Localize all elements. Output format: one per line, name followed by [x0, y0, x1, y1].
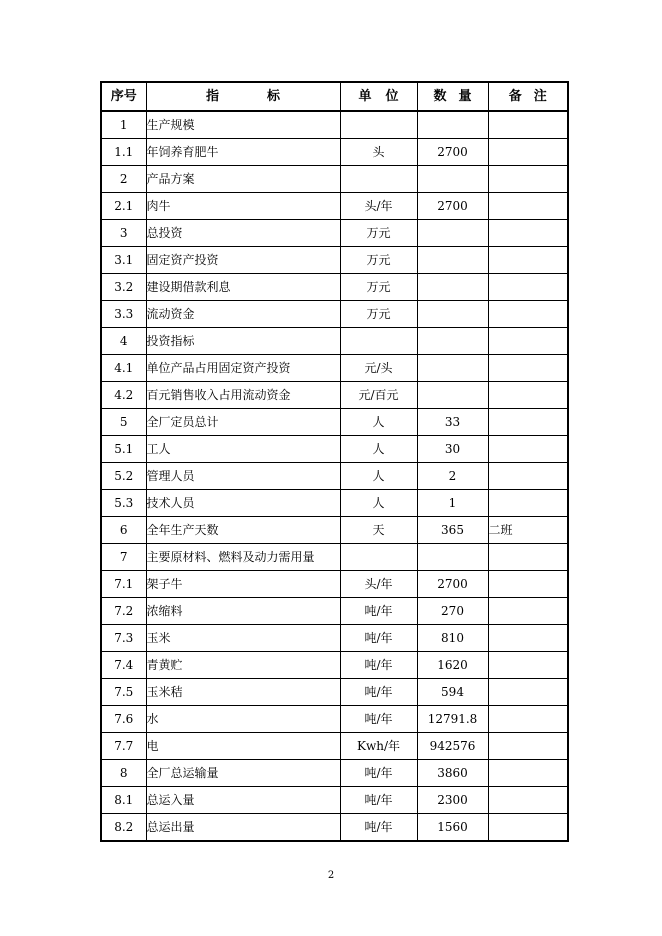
header-unit: 单 位 — [340, 82, 417, 111]
unit-cell: 元/头 — [340, 355, 417, 382]
indicator-cell: 工人 — [146, 436, 340, 463]
row-number-cell: 3 — [101, 220, 146, 247]
remarks-cell — [488, 490, 568, 517]
remarks-cell — [488, 652, 568, 679]
indicator-cell: 青黄贮 — [146, 652, 340, 679]
indicator-cell: 全年生产天数 — [146, 517, 340, 544]
row-number-cell: 7.5 — [101, 679, 146, 706]
quantity-cell: 365 — [417, 517, 488, 544]
row-number-cell: 2.1 — [101, 193, 146, 220]
unit-cell: 人 — [340, 436, 417, 463]
remarks-cell — [488, 679, 568, 706]
unit-cell: 吨/年 — [340, 706, 417, 733]
row-number-cell: 1.1 — [101, 139, 146, 166]
quantity-cell — [417, 247, 488, 274]
unit-cell: 天 — [340, 517, 417, 544]
indicator-cell: 投资指标 — [146, 328, 340, 355]
table-row — [101, 733, 568, 760]
remarks-cell — [488, 328, 568, 355]
quantity-cell: 2 — [417, 463, 488, 490]
quantity-cell — [417, 111, 488, 139]
indicator-cell: 建设期借款利息 — [146, 274, 340, 301]
unit-cell: 元/百元 — [340, 382, 417, 409]
quantity-cell — [417, 301, 488, 328]
table-row — [101, 760, 568, 787]
indicator-cell: 生产规模 — [146, 111, 340, 139]
unit-cell — [340, 328, 417, 355]
remarks-cell — [488, 571, 568, 598]
remarks-cell — [488, 625, 568, 652]
indicator-cell: 产品方案 — [146, 166, 340, 193]
unit-cell: 吨/年 — [340, 598, 417, 625]
row-number-cell: 4 — [101, 328, 146, 355]
unit-cell: 人 — [340, 490, 417, 517]
quantity-cell: 30 — [417, 436, 488, 463]
table-row — [101, 409, 568, 436]
quantity-cell: 1620 — [417, 652, 488, 679]
row-number-cell: 6 — [101, 517, 146, 544]
unit-cell: 吨/年 — [340, 679, 417, 706]
header-quantity: 数 量 — [417, 82, 488, 111]
row-number-cell: 3.1 — [101, 247, 146, 274]
quantity-cell — [417, 355, 488, 382]
table-row — [101, 814, 568, 842]
table-row — [101, 382, 568, 409]
indicator-cell: 单位产品占用固定资产投资 — [146, 355, 340, 382]
row-number-cell: 7.1 — [101, 571, 146, 598]
quantity-cell: 1 — [417, 490, 488, 517]
remarks-cell — [488, 463, 568, 490]
table-row — [101, 355, 568, 382]
row-number-cell: 5.3 — [101, 490, 146, 517]
remarks-cell — [488, 220, 568, 247]
remarks-cell — [488, 111, 568, 139]
row-number-cell: 7.3 — [101, 625, 146, 652]
indicator-cell: 总运出量 — [146, 814, 340, 842]
row-number-cell: 4.1 — [101, 355, 146, 382]
indicator-cell: 年饲养育肥牛 — [146, 139, 340, 166]
indicator-table — [100, 81, 569, 842]
indicator-cell: 技术人员 — [146, 490, 340, 517]
row-number-cell: 8 — [101, 760, 146, 787]
indicator-cell: 管理人员 — [146, 463, 340, 490]
table-row — [101, 328, 568, 355]
unit-cell — [340, 544, 417, 571]
indicator-cell: 流动资金 — [146, 301, 340, 328]
remarks-cell — [488, 247, 568, 274]
remarks-cell — [488, 301, 568, 328]
row-number-cell: 3.2 — [101, 274, 146, 301]
indicator-cell: 全厂定员总计 — [146, 409, 340, 436]
unit-cell: 万元 — [340, 220, 417, 247]
row-number-cell: 7.2 — [101, 598, 146, 625]
table-row — [101, 274, 568, 301]
unit-cell: 吨/年 — [340, 652, 417, 679]
header-row — [101, 82, 568, 111]
remarks-cell — [488, 355, 568, 382]
remarks-cell: 二班 — [488, 517, 568, 544]
remarks-cell — [488, 166, 568, 193]
remarks-cell — [488, 787, 568, 814]
table-row — [101, 706, 568, 733]
table-body — [101, 111, 568, 841]
indicator-cell: 全厂总运输量 — [146, 760, 340, 787]
unit-cell: 万元 — [340, 247, 417, 274]
remarks-cell — [488, 598, 568, 625]
table-row — [101, 247, 568, 274]
remarks-cell — [488, 733, 568, 760]
remarks-cell — [488, 760, 568, 787]
unit-cell: 头/年 — [340, 193, 417, 220]
remarks-cell — [488, 544, 568, 571]
row-number-cell: 7.7 — [101, 733, 146, 760]
table-row — [101, 598, 568, 625]
table-row — [101, 652, 568, 679]
quantity-cell: 12791.8 — [417, 706, 488, 733]
unit-cell: 万元 — [340, 301, 417, 328]
unit-cell: 吨/年 — [340, 625, 417, 652]
table-row — [101, 193, 568, 220]
unit-cell: 头 — [340, 139, 417, 166]
indicator-cell: 主要原材料、燃料及动力需用量 — [146, 544, 340, 571]
remarks-cell — [488, 409, 568, 436]
indicator-cell: 总运入量 — [146, 787, 340, 814]
indicator-cell: 固定资产投资 — [146, 247, 340, 274]
row-number-cell: 7.6 — [101, 706, 146, 733]
indicator-cell: 肉牛 — [146, 193, 340, 220]
quantity-cell: 2700 — [417, 571, 488, 598]
remarks-cell — [488, 382, 568, 409]
quantity-cell — [417, 274, 488, 301]
table-row — [101, 220, 568, 247]
unit-cell: 吨/年 — [340, 787, 417, 814]
indicator-cell: 浓缩料 — [146, 598, 340, 625]
unit-cell: 万元 — [340, 274, 417, 301]
table-row — [101, 544, 568, 571]
remarks-cell — [488, 274, 568, 301]
table-row — [101, 625, 568, 652]
row-number-cell: 2 — [101, 166, 146, 193]
quantity-cell: 2700 — [417, 139, 488, 166]
indicator-cell: 玉米 — [146, 625, 340, 652]
quantity-cell: 2700 — [417, 193, 488, 220]
table-row — [101, 679, 568, 706]
row-number-cell: 8.1 — [101, 787, 146, 814]
remarks-cell — [488, 706, 568, 733]
unit-cell — [340, 166, 417, 193]
row-number-cell: 7 — [101, 544, 146, 571]
remarks-cell — [488, 139, 568, 166]
header-remarks: 备 注 — [488, 82, 568, 111]
table-row — [101, 490, 568, 517]
unit-cell: 人 — [340, 409, 417, 436]
quantity-cell: 1560 — [417, 814, 488, 842]
quantity-cell: 270 — [417, 598, 488, 625]
unit-cell: 吨/年 — [340, 760, 417, 787]
quantity-cell: 810 — [417, 625, 488, 652]
table-row — [101, 436, 568, 463]
unit-cell: 人 — [340, 463, 417, 490]
remarks-cell — [488, 193, 568, 220]
table-row — [101, 517, 568, 544]
remarks-cell — [488, 436, 568, 463]
table-row — [101, 787, 568, 814]
quantity-cell — [417, 328, 488, 355]
quantity-cell: 594 — [417, 679, 488, 706]
unit-cell: Kwh/年 — [340, 733, 417, 760]
unit-cell: 吨/年 — [340, 814, 417, 842]
indicator-cell: 水 — [146, 706, 340, 733]
indicator-cell: 架子牛 — [146, 571, 340, 598]
unit-cell: 头/年 — [340, 571, 417, 598]
table-row — [101, 301, 568, 328]
row-number-cell: 5.1 — [101, 436, 146, 463]
quantity-cell: 2300 — [417, 787, 488, 814]
quantity-cell — [417, 220, 488, 247]
quantity-cell — [417, 544, 488, 571]
quantity-cell — [417, 382, 488, 409]
row-number-cell: 7.4 — [101, 652, 146, 679]
table-row — [101, 463, 568, 490]
row-number-cell: 5 — [101, 409, 146, 436]
table-row — [101, 139, 568, 166]
unit-cell — [340, 111, 417, 139]
row-number-cell: 5.2 — [101, 463, 146, 490]
indicator-cell: 玉米秸 — [146, 679, 340, 706]
quantity-cell: 3860 — [417, 760, 488, 787]
indicator-cell: 百元销售收入占用流动资金 — [146, 382, 340, 409]
header-no: 序号 — [101, 82, 146, 111]
row-number-cell: 8.2 — [101, 814, 146, 842]
header-indicator: 指 标 — [146, 82, 340, 111]
indicator-cell: 电 — [146, 733, 340, 760]
indicator-cell: 总投资 — [146, 220, 340, 247]
row-number-cell: 3.3 — [101, 301, 146, 328]
table-row — [101, 166, 568, 193]
page-number: 2 — [327, 870, 335, 881]
quantity-cell: 33 — [417, 409, 488, 436]
table-row — [101, 571, 568, 598]
quantity-cell: 942576 — [417, 733, 488, 760]
row-number-cell: 4.2 — [101, 382, 146, 409]
remarks-cell — [488, 814, 568, 842]
quantity-cell — [417, 166, 488, 193]
table-row — [101, 111, 568, 139]
row-number-cell: 1 — [101, 111, 146, 139]
